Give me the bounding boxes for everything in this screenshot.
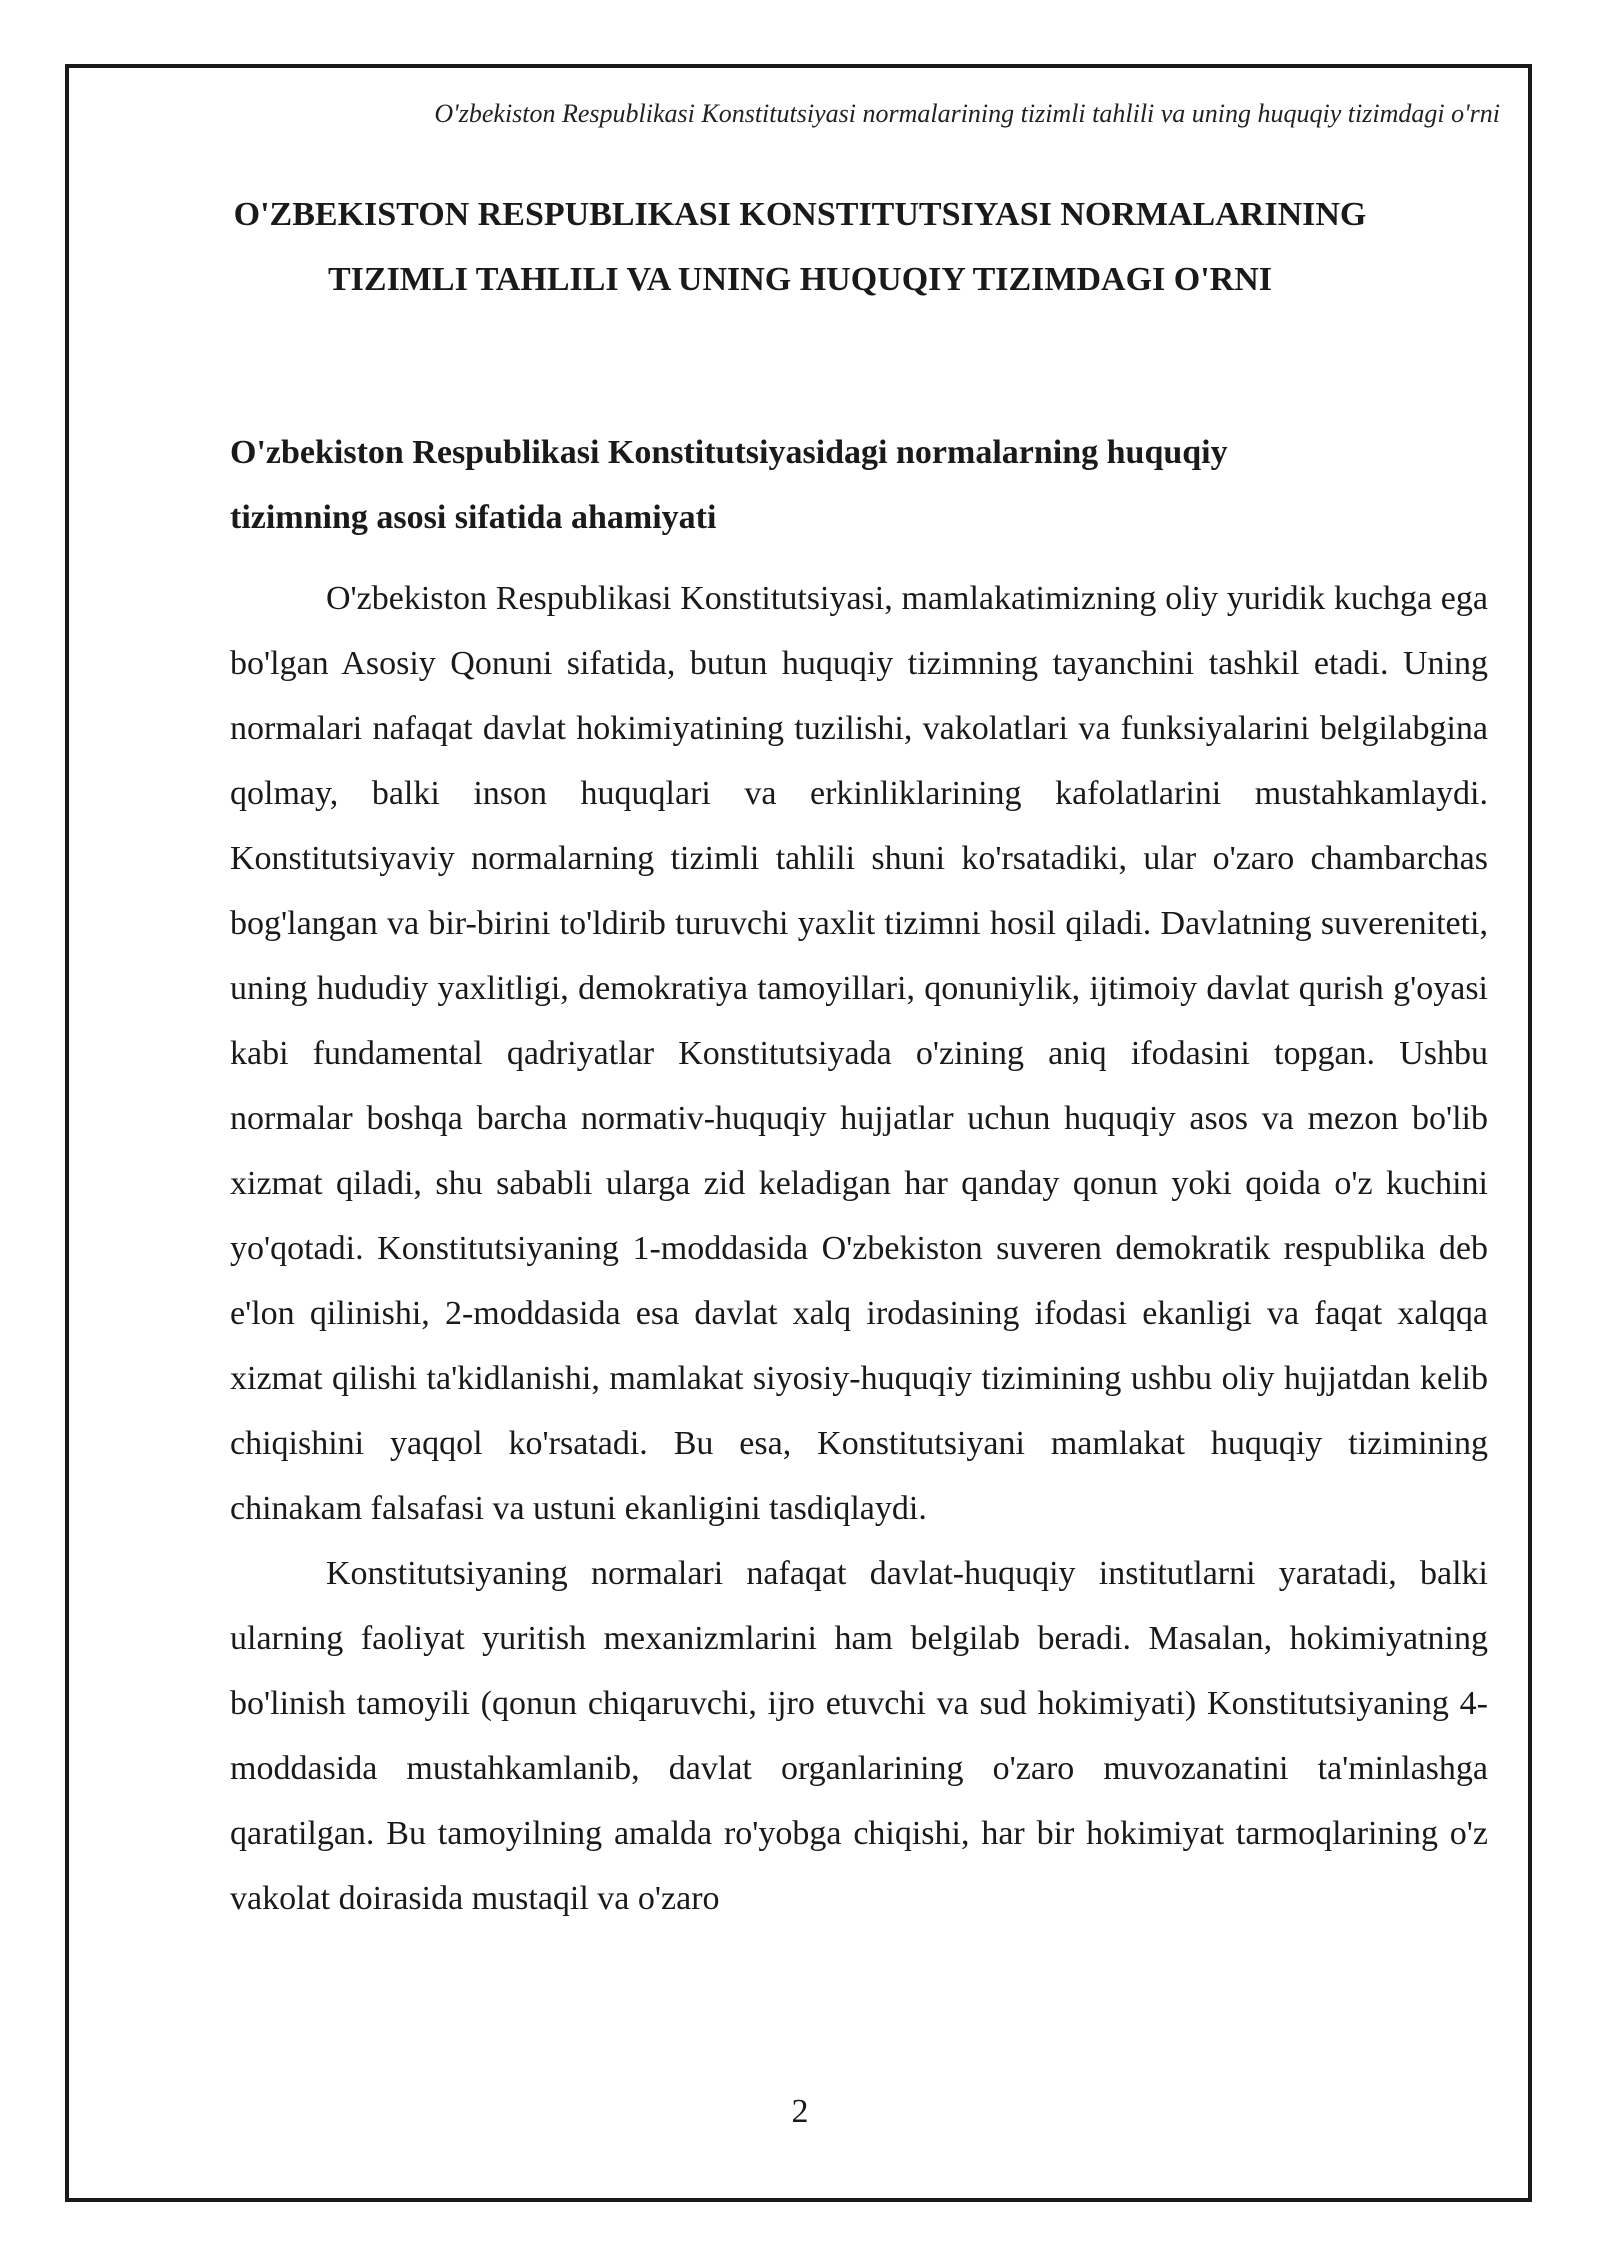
running-header: O'zbekiston Respublikasi Konstitutsiyasi normalarining tizimli tahlili va uning huquqiy tizimdagi o'rni: [434, 99, 1500, 128]
document-title: O'ZBEKISTON RESPUBLIKASI KONSTITUTSIYASI NORMALARINING TIZIMLI TAHLILI VA UNING HUQUQIY TIZIMDAGI O'RNI: [233, 196, 1367, 298]
body-text: [230, 566, 1488, 1931]
page-number: 2: [791, 2093, 809, 2130]
paragraph: Konstitutsiyaning normalari nafaqat davlat-huquqiy institutlarni yaratadi, balki ularning faoliyat yuritish mexanizmlarini ham belgilab beradi. Masalan, hokimiyatning bo'linish tamoyili (qonun chiqaruvchi, ijro etuvchi va sud hokimiyati) Konstitutsiyaning 4-moddasida mustahkamlanib, davlat organlarining o'zaro muvozanatini ta'minlashga qaratilgan. Bu tamoyilning amalda ro'yobga chiqishi, har bir hokimiyat tarmoqlarining o'z vakolat doirasida mustaqil va o'zaro: [230, 1555, 1488, 1917]
paragraph: O'zbekiston Respublikasi Konstitutsiyasi, mamlakatimizning oliy yuridik kuchga ega bo'lgan Asosiy Qonuni sifatida, butun huquqiy tizimning tayanchini tashkil etadi. Uning normalari nafaqat davlat hokimiyatining tuzilishi, vakolatlari va funksiyalarini belgilabgina qolmay, balki inson huquqlari va erkinliklarining kafolatlarini mustahkamlaydi. Konstitutsiyaviy normalarning tizimli tahlili shuni ko'rsatadiki, ular o'zaro chambarchas bog'langan va bir-birini to'ldirib turuvchi yaxlit tizimni hosil qiladi. Davlatning suvereniteti, uning hududiy yaxlitligi, demokratiya tamoyillari, qonuniylik, ijtimoiy davlat qurish g'oyasi kabi fundamental qadriyatlar Konstitutsiyada o'zining aniq ifodasini topgan. Ushbu normalar boshqa barcha normativ-huquqiy hujjatlar uchun huquqiy asos va mezon bo'lib xizmat qiladi, shu sababli ularga zid keladigan har qanday qonun yoki qoida o'z kuchini yo'qotadi. Konstitutsiyaning 1-moddasida O'zbekiston suveren demokratik respublika deb e'lon qilinishi, 2-moddasida esa davlat xalq irodasining ifodasi ekanligi va faqat xalqqa xizmat qilishi ta'kidlanishi, mamlakat siyosiy-huquqiy tizimining ushbu oliy hujjatdan kelib chiqishini yaqqol ko'rsatadi. Bu esa, Konstitutsiyani mamlakat huquqiy tizimining chinakam falsafasi va ustuni ekanligini tasdiqlaydi.: [230, 580, 1488, 1527]
section-heading: O'zbekiston Respublikasi Konstitutsiyasidagi normalarning huquqiy tizimning asosi sifatida ahamiyati: [230, 434, 1228, 536]
